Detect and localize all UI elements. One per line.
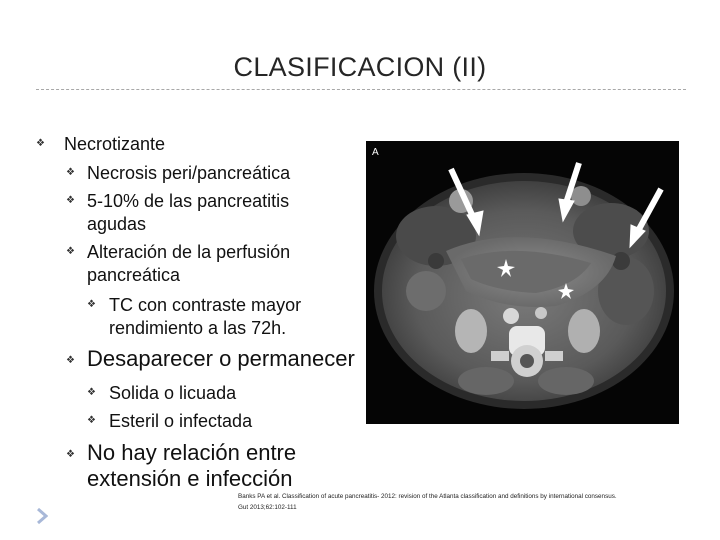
bullet-necrosis: Necrosis peri/pancreática xyxy=(87,163,291,183)
square-bullet-icon: ❖ xyxy=(87,415,96,426)
bullet-tc-line2: rendimiento a las 72h. xyxy=(109,318,287,338)
ct-scan-image xyxy=(366,141,679,424)
bullet-pct-line2: agudas xyxy=(87,214,147,234)
square-bullet-icon: ❖ xyxy=(87,387,96,398)
bullet-perf-line2: pancreática xyxy=(87,265,181,285)
panel-letter: A xyxy=(372,147,379,158)
citation-line2: Gut 2013;62:102-111 xyxy=(238,504,297,511)
bullet-relacion-line2: extensión e infección xyxy=(87,466,293,491)
bullet-necrotizante: Necrotizante xyxy=(64,134,166,154)
bullet-tc-line1: TC con contraste mayor xyxy=(109,295,302,315)
slide-nav-icon[interactable] xyxy=(36,507,48,525)
square-bullet-icon: ❖ xyxy=(66,195,75,206)
bullet-desaparecer: Desaparecer o permanecer xyxy=(87,346,355,371)
square-bullet-icon: ❖ xyxy=(87,299,96,310)
square-bullet-icon: ❖ xyxy=(66,355,75,366)
bullet-perf-line1: Alteración de la perfusión xyxy=(87,242,291,262)
bullet-pct-line1: 5-10% de las pancreatitis xyxy=(87,191,290,211)
slide-title: CLASIFICACION (II) xyxy=(233,52,487,82)
square-bullet-icon: ❖ xyxy=(66,167,75,178)
bullet-relacion-line1: No hay relación entre xyxy=(87,440,297,465)
square-bullet-icon: ❖ xyxy=(66,246,75,257)
square-bullet-icon: ❖ xyxy=(36,138,45,149)
citation-line1: Banks PA et al. Classification of acute pancreatitis- 2012: revision of the Atlanta classification and definitions by international consensus. xyxy=(238,493,617,500)
citation xyxy=(238,491,698,513)
square-bullet-icon: ❖ xyxy=(66,449,75,460)
bullet-esteril: Esteril o infectada xyxy=(109,411,253,431)
bullet-solida: Solida o licuada xyxy=(109,383,237,403)
